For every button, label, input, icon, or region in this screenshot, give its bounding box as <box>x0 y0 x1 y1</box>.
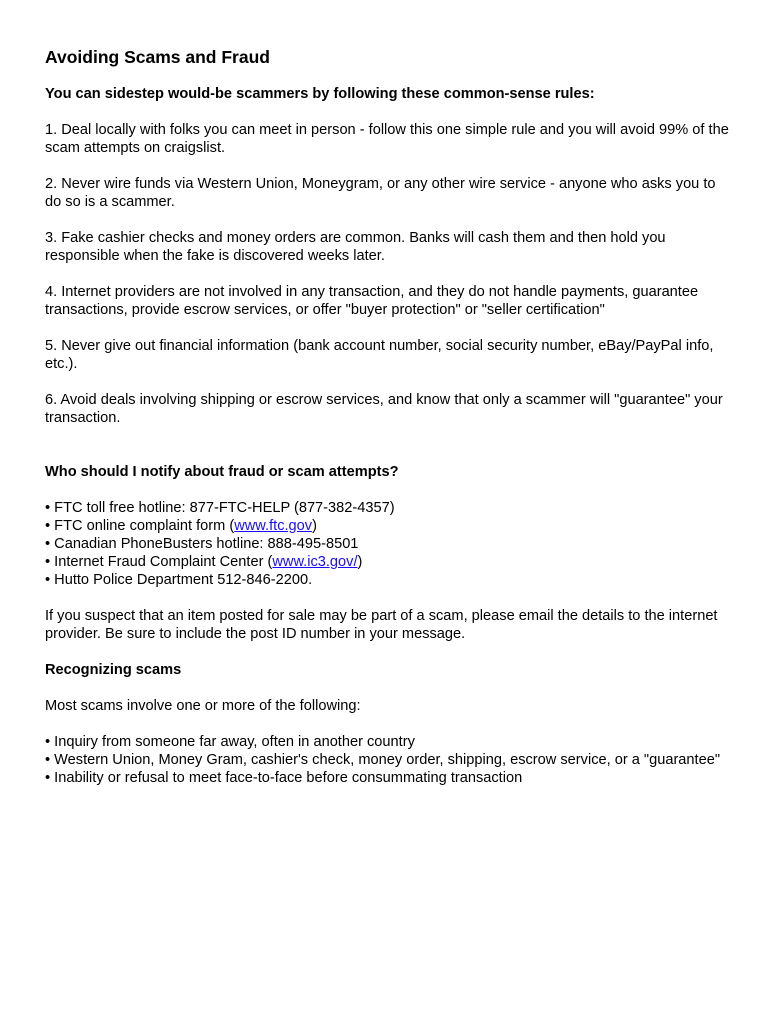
list-item <box>45 517 735 535</box>
notify-heading: Who should I notify about fraud or scam attempts? <box>45 464 399 480</box>
suspect-paragraph: If you suspect that an item posted for sale may be part of a scam, please email the details to the internet provider. Be sure to include the post ID number in your message. <box>45 608 718 642</box>
rule-5: 5. Never give out financial information (bank account number, social security number, eBay/PayPal info, etc.). <box>45 338 714 372</box>
police-text: • Hutto Police Department 512-846-2200. <box>45 572 313 588</box>
list-item <box>45 571 735 589</box>
list-item: • Inquiry from someone far away, often in another country <box>45 734 415 750</box>
list-item <box>45 499 735 517</box>
list-item <box>45 553 735 571</box>
ftc-form-suffix: ) <box>312 518 317 534</box>
ic3-prefix: • Internet Fraud Complaint Center ( <box>45 554 273 570</box>
intro-heading: You can sidestep would-be scammers by following these common-sense rules: <box>45 86 595 102</box>
rule-4: 4. Internet providers are not involved in any transaction, and they do not handle payments, guarantee transactions, provide escrow services, or offer "buyer protection" or "seller certification" <box>45 284 699 318</box>
canadian-hotline-text: • Canadian PhoneBusters hotline: 888-495-8501 <box>45 536 359 552</box>
list-item: • Western Union, Money Gram, cashier's check, money order, shipping, escrow service, or a "guarantee" <box>45 752 721 768</box>
ftc-form-prefix: • FTC online complaint form ( <box>45 518 235 534</box>
rule-2: 2. Never wire funds via Western Union, Moneygram, or any other wire service - anyone who asks you to do so is a scammer. <box>45 176 716 210</box>
document-page <box>45 46 735 787</box>
notify-list <box>45 499 735 589</box>
scam-signs-list <box>45 733 735 787</box>
ic3-link[interactable]: www.ic3.gov/ <box>272 554 358 570</box>
page-title: Avoiding Scams and Fraud <box>45 47 270 67</box>
rule-3: 3. Fake cashier checks and money orders are common. Banks will cash them and then hold you responsible when the fake is discovered weeks later. <box>45 230 666 264</box>
rule-6: 6. Avoid deals involving shipping or escrow services, and know that only a scammer will "guarantee" your transaction. <box>45 392 723 426</box>
recognizing-heading: Recognizing scams <box>45 662 182 678</box>
list-item: • Inability or refusal to meet face-to-face before consummating transaction <box>45 770 523 786</box>
ftc-hotline-text: • FTC toll free hotline: 877-FTC-HELP (877-382-4357) <box>45 500 395 516</box>
rule-1: 1. Deal locally with folks you can meet in person - follow this one simple rule and you will avoid 99% of the scam attempts on craigslist. <box>45 122 729 156</box>
ic3-suffix: ) <box>357 554 363 570</box>
list-item <box>45 535 735 553</box>
recognizing-intro: Most scams involve one or more of the following: <box>45 698 361 714</box>
ftc-link[interactable]: www.ftc.gov <box>234 518 313 534</box>
